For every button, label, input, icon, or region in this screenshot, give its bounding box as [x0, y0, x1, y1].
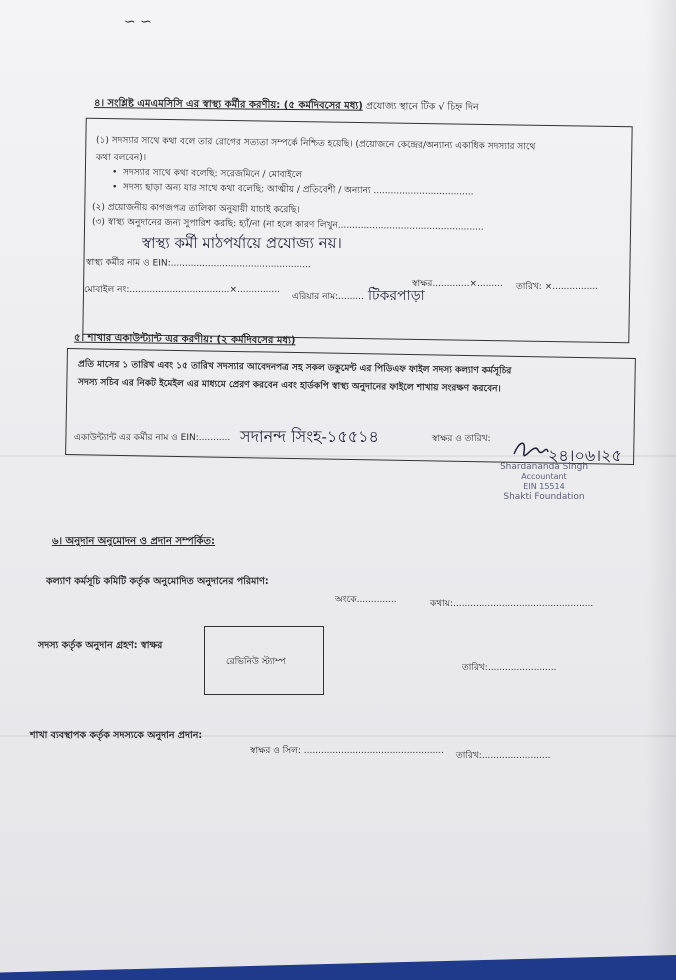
- signature-scribble: [512, 438, 550, 460]
- top-marks: ∽ ∽: [124, 14, 152, 30]
- stamp-line-3: EIN 15514: [523, 482, 565, 491]
- item1-line1: (১) সদস্যার সাথে কথা বলে তার রোগের সত্যতা সম্পর্কে নিশ্চিত হয়েছি। (প্রয়োজনে কেন্দ্রের/অন্যান্য একাধিক সদস্যার সাথে: [95, 135, 536, 153]
- revenue-stamp-label: রেভিনিউ স্ট্যাম্প: [226, 657, 286, 667]
- handwritten-reason: স্বাস্থ্য কর্মী মাঠপর্যায়ে প্রযোজ্য নয়।: [142, 234, 342, 252]
- item3: (৩) স্বাস্থ্য অনুদানের জন্য সুপারিশ করছি: হ্যাঁ/না (না হলে কারণ লিখুন...................................................: [91, 217, 484, 233]
- item1-line2: কথা বলবেন)।: [96, 153, 147, 163]
- bullet-2-text: সদস্য ছাড়া অন্য যার সাথে কথা বলেছি: আত্মীয় / প্রতিবেশী / অন্যান্য ...................................: [122, 182, 474, 198]
- section5-heading: ৫। শাখার একাউন্ট্যান্ট এর করণীয়: (২ কর্মদিবসের মধ্য): [73, 332, 296, 347]
- section5-body-line2: সদস্য সচিব এর নিকট ইমেইল এর মাধ্যমে প্রেরণ করবেন এবং হার্ডকপি স্বাস্থ্য অনুদানের ফাইলে শাখায় সংরক্ষণ করবেন।: [77, 377, 501, 395]
- bullet-1: • সদস্যার সাথে কথা বলেছি: সরেজমিনে / মোবাইলে: [111, 167, 303, 181]
- bullet-1-text: সদস্যার সাথে কথা বলেছি: সরেজমিনে / মোবাইলে: [122, 167, 303, 181]
- accountant-sign-date: স্বাক্ষর ও তারিখ:: [432, 434, 491, 444]
- area-name: এরিয়ার নাম:.........: [292, 292, 364, 302]
- item2: (২) প্রয়োজনীয় কাগজপত্র তালিকা অনুযায়ী যাচাই করেছি।: [91, 202, 300, 216]
- amount-in-figures: অংকে..............: [335, 595, 397, 605]
- section6-heading: ৬। অনুদান অনুমোদন ও প্রদান সম্পর্কিত:: [52, 536, 216, 547]
- member-receipt-label: সদস্য কর্তৃক অনুদান গ্রহণ: স্বাক্ষর: [38, 640, 163, 651]
- bullet-2: • সদস্য ছাড়া অন্য যার সাথে কথা বলেছি: আত্মীয় / প্রতিবেশী / অন্যান্য ...................................: [111, 182, 474, 198]
- stamp-line-2: Accountant: [521, 472, 567, 481]
- health-worker-date: তারিখ: ×................: [516, 282, 599, 292]
- section4-heading-note: প্রযোজ্য স্থানে টিক √ চিহ্ন দিন: [365, 100, 479, 114]
- approved-amount-label: কল্যাণ কর্মসূচি কমিটি কর্তৃক অনুমোদিত অনুদানের পরিমাণ:: [46, 576, 269, 587]
- section4-heading: ৪। সংশ্লিষ্ট এমএমসিসি এর স্বাস্থ্য কর্মীর করণীয়: (৫ কর্মদিবসের মধ্য): [93, 97, 363, 112]
- handwritten-area: টিকরপাড়া: [368, 288, 425, 304]
- accountant-name-ein: একাউন্ট্যান্ট এর কর্মীর নাম ও EIN:...........: [74, 433, 231, 443]
- handwritten-accountant: সদানন্দ সিংহ-১৫৫১৪: [240, 427, 379, 446]
- mobile-number: মোবাইল নং:...................................×...............: [84, 285, 280, 295]
- manager-sign-seal: স্বাক্ষর ও সিল: .................................................: [250, 746, 444, 756]
- handwritten-date: ২৪।০৬।২৫: [548, 446, 622, 465]
- page-edge-shadow: [646, 0, 676, 980]
- stamp-line-1: Shardananda Singh: [499, 462, 589, 472]
- health-worker-signature: স্বাক্ষর.............×.........: [412, 279, 503, 289]
- section5-body-line1: প্রতি মাসের ১ তারিখ এবং ১৫ তারিখ সদস্যার আবেদনপত্র সহ সকল ডকুমেন্ট এর পিডিএফ ফাইল সদস্য কল্যাণ কর্মসূচির: [77, 359, 512, 377]
- stamp-line-4: Shakti Foundation: [503, 492, 585, 502]
- section4-heading-row: [94, 98, 479, 114]
- member-date: তারিখ:........................: [462, 663, 557, 673]
- amount-in-words: কথায়:.................................................: [430, 599, 594, 609]
- manager-grant-label: শাখা ব্যবস্থাপক কর্তৃক সদস্যকে অনুদান প্রদান:: [30, 730, 203, 741]
- accountant-signature: [512, 438, 550, 463]
- health-worker-name-ein: স্বাস্থ্য কর্মীর নাম ও EIN:.................................................: [85, 257, 311, 271]
- bottom-background-edge: [0, 955, 676, 980]
- manager-date: তারিখ:........................: [456, 751, 551, 761]
- accountant-stamp: [492, 462, 596, 502]
